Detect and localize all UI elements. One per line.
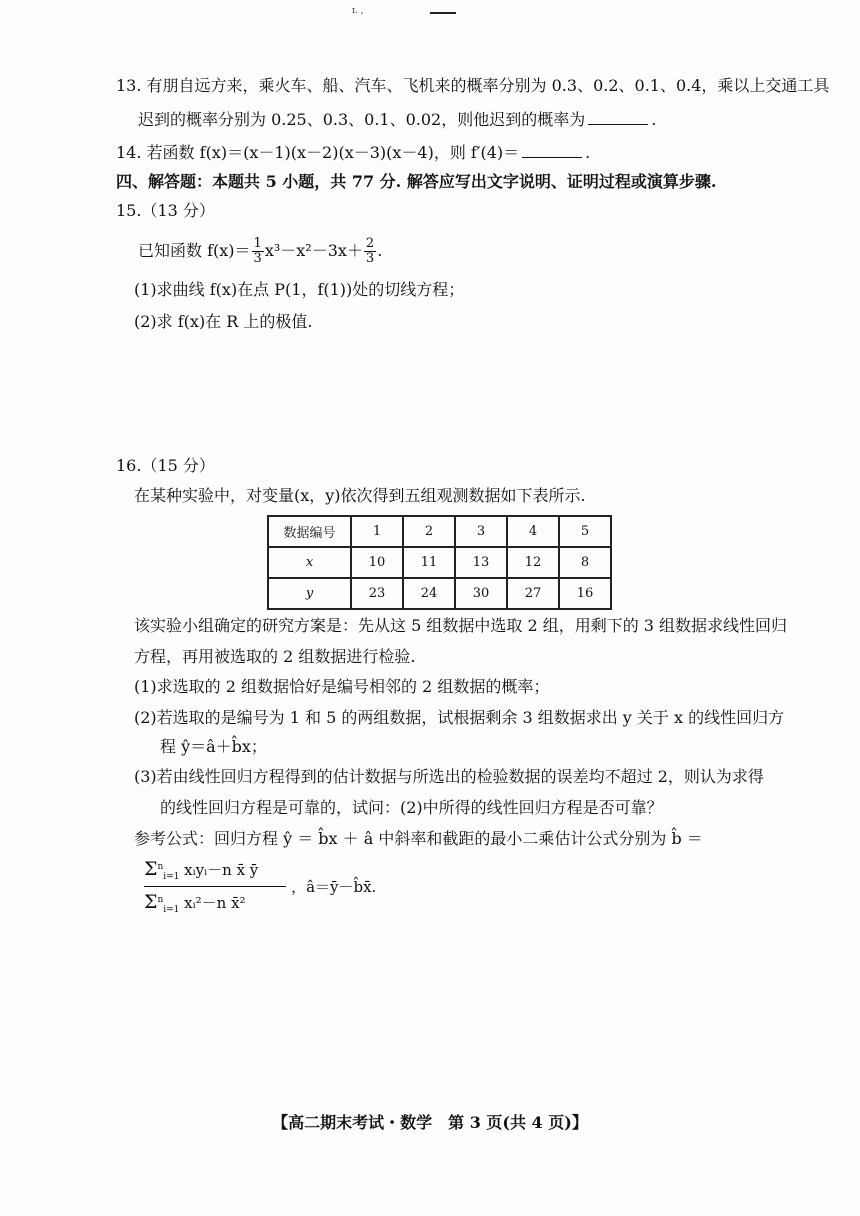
q14-line [116,141,590,164]
scan-rule [430,12,456,14]
q13-answer-blank[interactable] [588,108,648,125]
table-cell: 27 [507,578,559,609]
denominator-expression: xᵢ²－n x̄² [184,894,246,912]
q14-expression: f(x)＝(x－1)(x－2)(x－3)(x－4)，则 f′(4)＝ [199,143,520,162]
table-cell: 16 [559,578,611,609]
q13-line2-text: 迟到的概率分别为 0.25、0.3、0.1、0.02，则他迟到的概率为 [138,110,586,129]
q15-fraction-two-thirds: $\frac{2}{3}$ [365,236,375,266]
table-cell: 8 [559,547,611,578]
table-cell: 3 [455,516,507,547]
q14-period: . [585,143,591,162]
table-cell: 1 [351,516,403,547]
q16-reference-formula-line: 参考公式：回归方程 ŷ ＝ b̂x ＋ â 中斜率和截距的最小二乘估计公式分别为 b̂ ＝ [134,829,703,848]
table-cell: 4 [507,516,559,547]
summation-symbol: Σ [144,858,158,880]
observation-data-table [267,515,612,610]
table-row-header: x [268,547,351,578]
page-footer: 【高二期末考试・数学 第 3 页(共 4 页)】 [272,1113,588,1132]
q14-prefix: 14. 若函数 [116,143,195,162]
table-cell: 5 [559,516,611,547]
table-cell: 30 [455,578,507,609]
table-row [268,547,611,578]
section-title: 四、解答题：本题共 5 小题，共 77 分. 解答应写出文字说明、证明过程或演算步骤. [116,172,717,191]
sum-lower-limit: i=1 [163,905,180,915]
table-row-header: 数据编号 [268,516,351,547]
q15-part2: (2)求 f(x)在 R 上的极值. [134,312,313,331]
q16-part2-line1: (2)若选取的是编号为 1 和 5 的两组数据，试根据剩余 3 组数据求出 y 关于 x 的线性回归方 [134,708,785,727]
table-row [268,516,611,547]
table-cell: 24 [403,578,455,609]
q13-line2 [138,108,656,131]
q15-intro-post: . [377,241,383,260]
table-cell: 2 [403,516,455,547]
q16-part3-line2: 的线性回归方程是可靠的，试问：(2)中所得的线性回归方程是否可靠？ [160,798,663,817]
sum-lower-limit: i=1 [163,872,180,882]
q15-intro-mid: x³－x²－3x＋ [264,241,363,260]
q15-intro-pre: 已知函数 f(x)＝ [138,241,251,260]
intercept-formula: ，â＝ȳ－b̂x̄. [291,878,377,896]
q16-part1: (1)求选取的 2 组数据恰好是编号相邻的 2 组数据的概率； [134,677,550,696]
q15-header: 15.（13 分） [116,201,215,220]
sum-upper-limit: n [157,895,164,905]
table-cell: 23 [351,578,403,609]
slope-denominator [144,887,286,915]
q15-fraction-one-third: $\frac{1}{3}$ [253,236,262,266]
table-cell: 11 [403,547,455,578]
q16-plan-line2: 方程，再用被选取的 2 组数据进行检验. [134,647,416,666]
q13-line1: 13. 有朋自远方来，乘火车、船、汽车、飞机来的概率分别为 0.3、0.2、0.1、0.4，乘以上交通工具 [116,76,830,95]
scan-artifact: ɪ. , [352,6,364,16]
q16-part2-line2: 程 ŷ＝â＋b̂x； [160,737,267,756]
least-squares-formula [144,858,376,915]
q16-intro: 在某种实验中，对变量(x，y)依次得到五组观测数据如下表所示. [134,486,586,505]
q14-answer-blank[interactable] [522,141,582,158]
slope-numerator [144,858,286,887]
numerator-expression: xᵢyᵢ－n x̄ ȳ [184,861,259,879]
q16-part3-line1: (3)若由线性回归方程得到的估计数据与所选出的检验数据的误差均不超过 2，则认为求得 [134,767,764,786]
q13-period: . [651,110,657,129]
summation-symbol: Σ [144,891,158,913]
table-cell: 12 [507,547,559,578]
q15-intro [138,236,382,266]
table-row-header: y [268,578,351,609]
table-cell: 13 [455,547,507,578]
q16-plan-line1: 该实验小组确定的研究方案是：先从这 5 组数据中选取 2 组，用剩下的 3 组数据求线性回归 [134,616,788,635]
slope-fraction [144,858,286,915]
q16-header: 16.（15 分） [116,456,215,475]
q15-part1: (1)求曲线 f(x)在点 P(1，f(1))处的切线方程； [134,280,465,299]
table-row [268,578,611,609]
table-cell: 10 [351,547,403,578]
sum-upper-limit: n [157,862,164,872]
